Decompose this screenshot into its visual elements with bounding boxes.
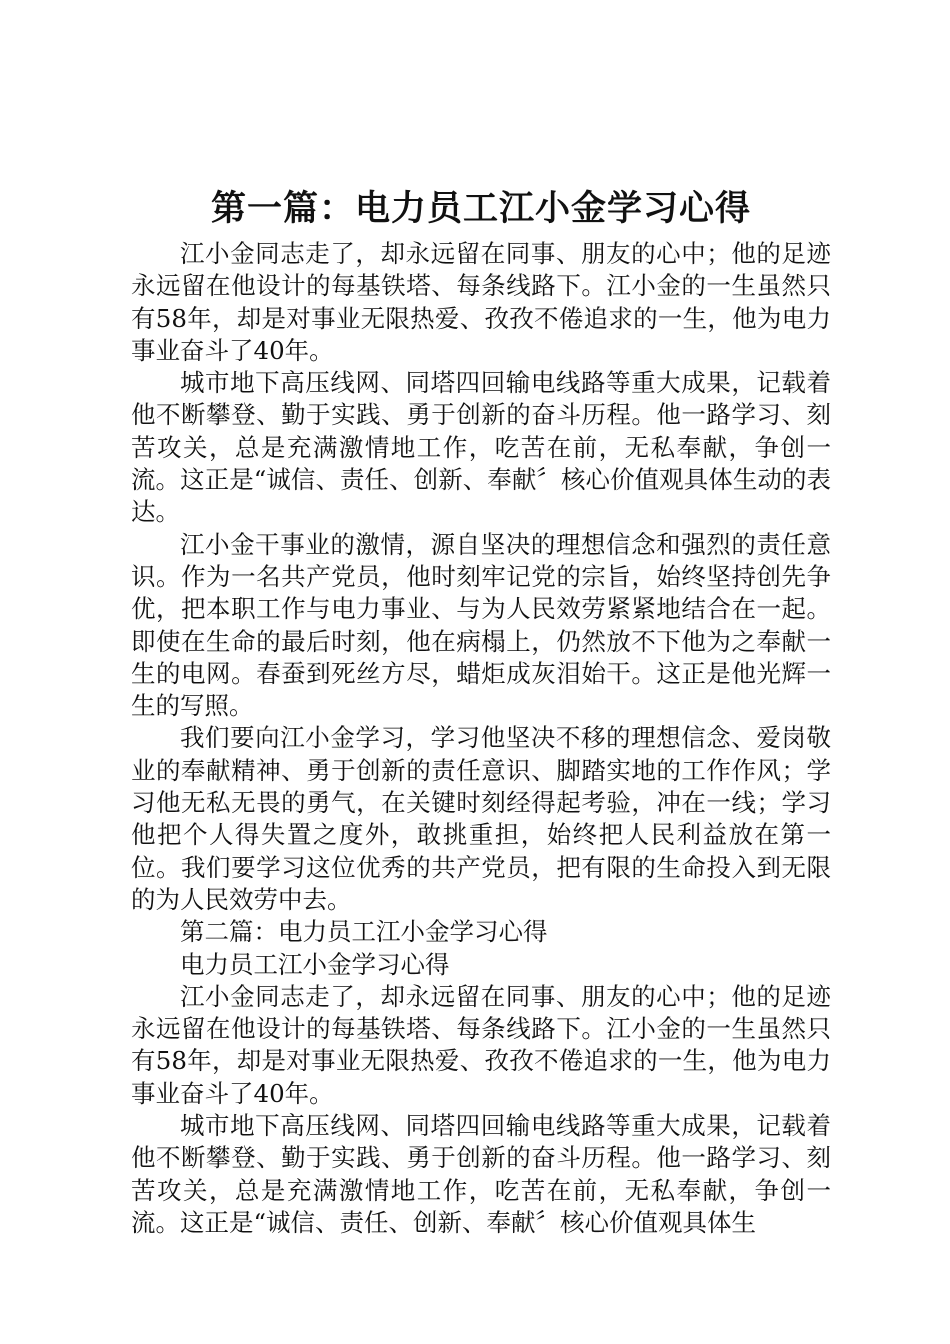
paragraph: 城市地下高压线网、同塔四回输电线路等重大成果，记载着他不断攀登、勤于实践、勇于创新的奋斗历程。他一路学习、刻苦攻关，总是充满激情地工作，吃苦在前，无私奉献，争创一流。这正是“诚信、责任、创新、奉献〞核心价值观具体生 [131,1111,831,1237]
paragraph: 江小金干事业的激情，源自坚决的理想信念和强烈的责任意识。作为一名共产党员，他时刻牢记党的宗旨，始终坚持创先争优，把本职工作与电力事业、与为人民效劳紧紧地结合在一起。即使在生命的最后时刻，他在病榻上，仍然放不下他为之奉献一生的电网。春蚕到死丝方尽，蜡炬成灰泪始干。这正是他光辉一生的写照。 [131,529,831,721]
paragraph: 城市地下高压线网、同塔四回输电线路等重大成果，记载着他不断攀登、勤于实践、勇于创新的奋斗历程。他一路学习、刻苦攻关，总是充满激情地工作，吃苦在前，无私奉献，争创一流。这正是“诚信、责任、创新、奉献〞核心价值观具体生动的表达。 [131,368,831,527]
paragraph: 江小金同志走了，却永远留在同事、朋友的心中；他的足迹永远留在他设计的每基铁塔、每条线路下。江小金的一生虽然只有58年，却是对事业无限热爱、孜孜不倦追求的一生，他为电力事业奋斗了40年。 [131,981,831,1108]
paragraph: 我们要向江小金学习，学习他坚决不移的理想信念、爱岗敬业的奉献精神、勇于创新的责任意识、脚踏实地的工作作风；学习他无私无畏的勇气，在关键时刻经得起考验，冲在一线；学习他把个人得失置之度外，敢挑重担，始终把人民利益放在第一位。我们要学习这位优秀的共产党员，把有限的生命投入到无限的为人民效劳中去。 [131,723,831,914]
section-two-heading: 第二篇：电力员工江小金学习心得 [180,917,548,947]
section-two-subtitle: 电力员工江小金学习心得 [180,949,450,979]
document-title: 第一篇：电力员工江小金学习心得 [210,189,751,229]
paragraph: 江小金同志走了，却永远留在同事、朋友的心中；他的足迹永远留在他设计的每基铁塔、每条线路下。江小金的一生虽然只有58年，却是对事业无限热爱、孜孜不倦追求的一生，他为电力事业奋斗了40年。 [131,239,831,365]
document-page [131,182,831,1239]
